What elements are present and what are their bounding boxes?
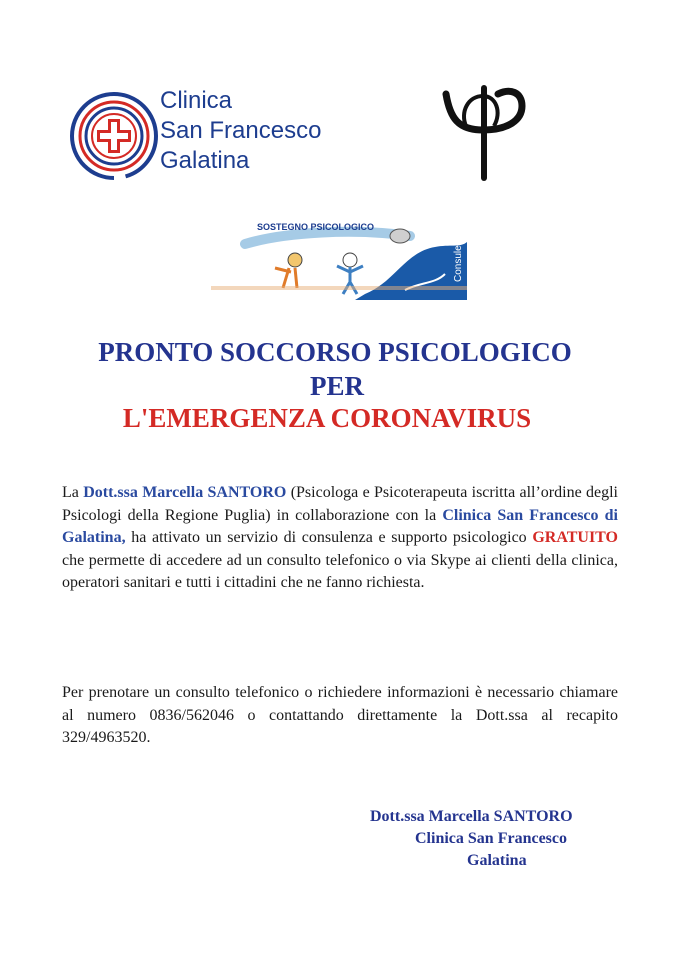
signature-doctor: Dott.ssa Marcella SANTORO [370,808,573,825]
banner-side-text: Consulenze [453,229,464,282]
signature-city: Galatina [467,852,527,869]
contact-info-paragraph: Per prenotare un consulto telefonico o richiedere informazioni è necessario chiamare al numero 0836/562046 o contattando direttamente la Dott.ssa al recapito 329/4963520. [62,684,618,746]
clinic-name-highlight: Clinica San Francesco di Galatina, [62,506,618,546]
heading-line1: PRONTO SOCCORSO PSICOLOGICO [98,337,572,367]
signature-clinic: Clinica San Francesco [415,830,567,847]
psi-symbol-icon [438,82,528,182]
red-cross-icon [64,84,164,194]
p1-text-2: (Psicologa e Psicoterapeuta iscritta all’ordine degli Psicologi della Regione Puglia) in collaborazione con la [62,484,619,524]
p1-text-4: che permette di accedere ad un consulto telefonico o via Skype ai clienti della clinica, operatori sanitari e tutti i cittadini che ne fanno richiesta. [62,551,618,591]
clinic-name-line2: San Francesco [160,117,322,144]
clinic-name [160,86,321,176]
p1-text-3: ha attivato un servizio di consulenza e supporto psicologico [125,529,533,546]
psychological-support-illustration [205,212,473,302]
clinic-name-line1: Clinica [160,87,233,114]
banner-title: SOSTEGNO PSICOLOGICO [257,222,375,232]
service-description-paragraph [62,482,618,595]
free-service-highlight: GRATUITO [532,529,618,546]
heading-line3: L'EMERGENZA CORONAVIRUS [122,403,532,433]
heading-line2: PER [310,371,364,401]
p1-text-1: La [62,484,84,501]
clinic-name-line3: Galatina [160,147,250,174]
doctor-name-highlight: Dott.ssa Marcella SANTORO [83,484,287,501]
